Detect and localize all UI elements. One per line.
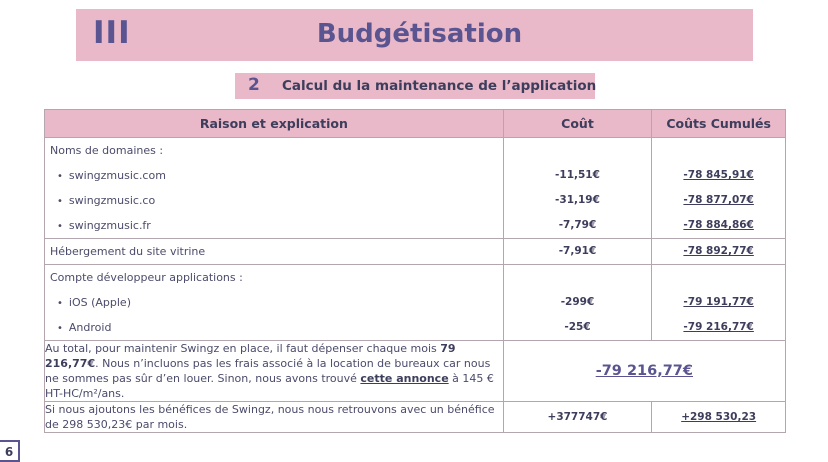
cumulative-value: -78 884,86€ xyxy=(683,219,754,231)
table-row-dev-accounts xyxy=(45,265,786,341)
subsection-number: 2 xyxy=(248,75,260,95)
list-item: • swingzmusic.com xyxy=(45,163,503,188)
hosting-label: Hébergement du site vitrine xyxy=(50,245,206,258)
cumulative-value: -79 216,77€ xyxy=(683,321,754,333)
list-item: • swingzmusic.co xyxy=(45,188,503,213)
cost-value: -31,19€ xyxy=(555,194,600,206)
total-explanation: Au total, pour maintenir Swingz en place, il faut dépenser chaque mois 79 216,77€. Nous n’incluons pas les frais associé à la location de bureaux car nous ne sommes pas sûr d’en louer. Sinon, nous avons trouvé cette annonce à 145 € HT-HC/m²/ans. xyxy=(45,341,504,402)
page-title: Budgétisation xyxy=(316,19,523,49)
subsection-banner xyxy=(235,73,595,99)
header-banner xyxy=(76,9,753,61)
benefit-explanation: Si nous ajoutons les bénéfices de Swingz, nous nous retrouvons avec un bénéfice de 298 530,23€ par mois. xyxy=(45,402,504,433)
list-item: • iOS (Apple) xyxy=(45,290,503,315)
cost-value: -25€ xyxy=(564,321,591,333)
total-amount: 79 216,77€ xyxy=(45,342,456,370)
table-row-benefit xyxy=(45,402,786,433)
dev-accounts-label: Compte développeur applications : xyxy=(50,271,243,284)
cost-value: -11,51€ xyxy=(555,169,600,181)
domains-label: Noms de domaines : xyxy=(50,144,164,157)
cost-value: -7,79€ xyxy=(558,219,597,231)
listing-link[interactable]: cette annonce xyxy=(360,372,449,385)
cumulative-value: -78 845,91€ xyxy=(683,169,754,181)
cumulative-value: -78 877,07€ xyxy=(683,194,754,206)
benefit-cumulative: +298 530,23 xyxy=(652,402,786,433)
maintenance-cost-table xyxy=(44,109,786,433)
list-item: • Android xyxy=(45,315,503,340)
header-cost: Coût xyxy=(503,110,652,138)
table-header-row xyxy=(45,110,786,138)
cumulative-value: -78 892,77€ xyxy=(683,245,754,257)
table-row-domains xyxy=(45,138,786,239)
cumulative-value: -79 191,77€ xyxy=(683,296,754,308)
list-item: • swingzmusic.fr xyxy=(45,213,503,238)
header-cumulative: Coûts Cumulés xyxy=(652,110,786,138)
page-number: 6 xyxy=(0,440,20,462)
table-row-total xyxy=(45,341,786,402)
header-reason: Raison et explication xyxy=(45,110,504,138)
benefit-cost: +377747€ xyxy=(503,402,652,433)
subsection-title: Calcul du la maintenance de l’application xyxy=(282,78,597,94)
table-row-hosting xyxy=(45,239,786,265)
cost-value: -7,91€ xyxy=(558,245,597,257)
section-roman-numeral: III xyxy=(93,15,131,51)
total-value: -79 216,77€ xyxy=(503,341,785,402)
cost-value: -299€ xyxy=(560,296,595,308)
